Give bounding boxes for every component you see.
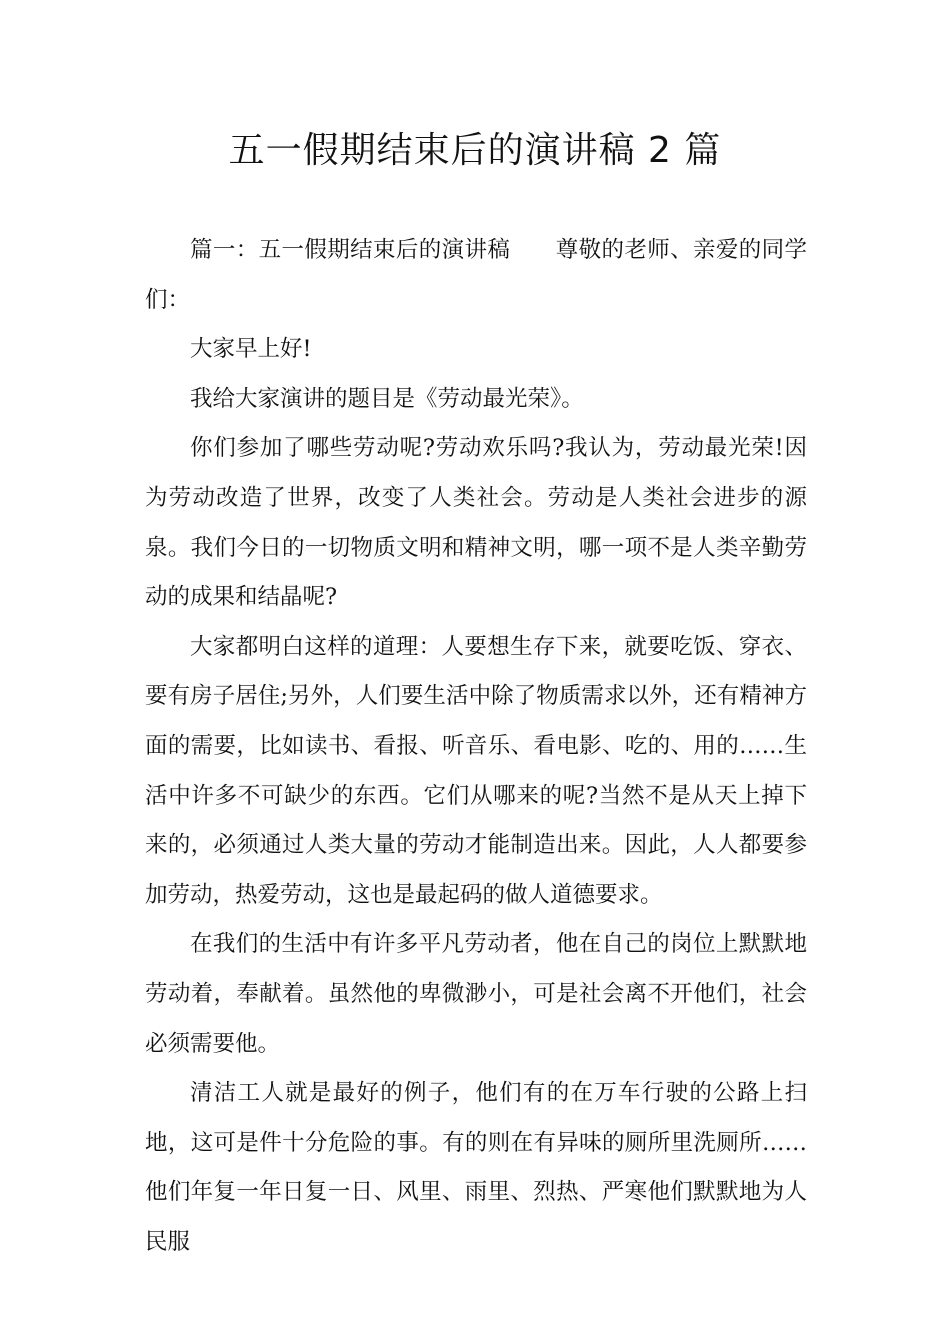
paragraph-3: 你们参加了哪些劳动呢?劳动欢乐吗?我认为，劳动最光荣!因为劳动改造了世界，改变了人类社会。劳动是人类社会进步的源泉。我们今日的一切物质文明和精神文明，哪一项不是人类辛勤劳动的成果和结晶呢? <box>145 435 807 611</box>
salutation: 尊敬的老师、亲爱的同学们： <box>145 237 807 313</box>
paragraph-6: 清洁工人就是最好的例子，他们有的在万车行驶的公路上扫地，这可是件十分危险的事。有的则在有异味的厕所里洗厕所……他们年复一年日复一日、风里、雨里、烈热、严寒他们默默地为人民服 <box>145 1080 807 1255</box>
paragraph-4: 大家都明白这样的道理：人要想生存下来，就要吃饭、穿衣、要有房子居住;另外，人们要生活中除了物质需求以外，还有精神方面的需要，比如读书、看报、听音乐、看电影、吃的、用的……生活中许多不可缺少的东西。它们从哪来的呢?当然不是从天上掉下来的，必须通过人类大量的劳动才能制造出来。因此，人人都要参加劳动，热爱劳动，这也是最起码的做人道德要求。 <box>145 633 807 908</box>
document-body <box>145 226 807 1267</box>
paragraph-greeting: 大家早上好! <box>190 336 312 363</box>
section-heading: 篇一：五一假期结束后的演讲稿 <box>190 237 511 263</box>
paragraph-topic: 我给大家演讲的题目是《劳动最光荣》。 <box>190 385 584 412</box>
section-heading-paragraph <box>145 226 807 325</box>
document-title: 五一假期结束后的演讲稿 2 篇 <box>228 130 722 171</box>
paragraph-5: 在我们的生活中有许多平凡劳动者，他在自己的岗位上默默地劳动着，奉献着。虽然他的卑微渺小，可是社会离不开他们，社会必须需要他。 <box>145 931 807 1057</box>
